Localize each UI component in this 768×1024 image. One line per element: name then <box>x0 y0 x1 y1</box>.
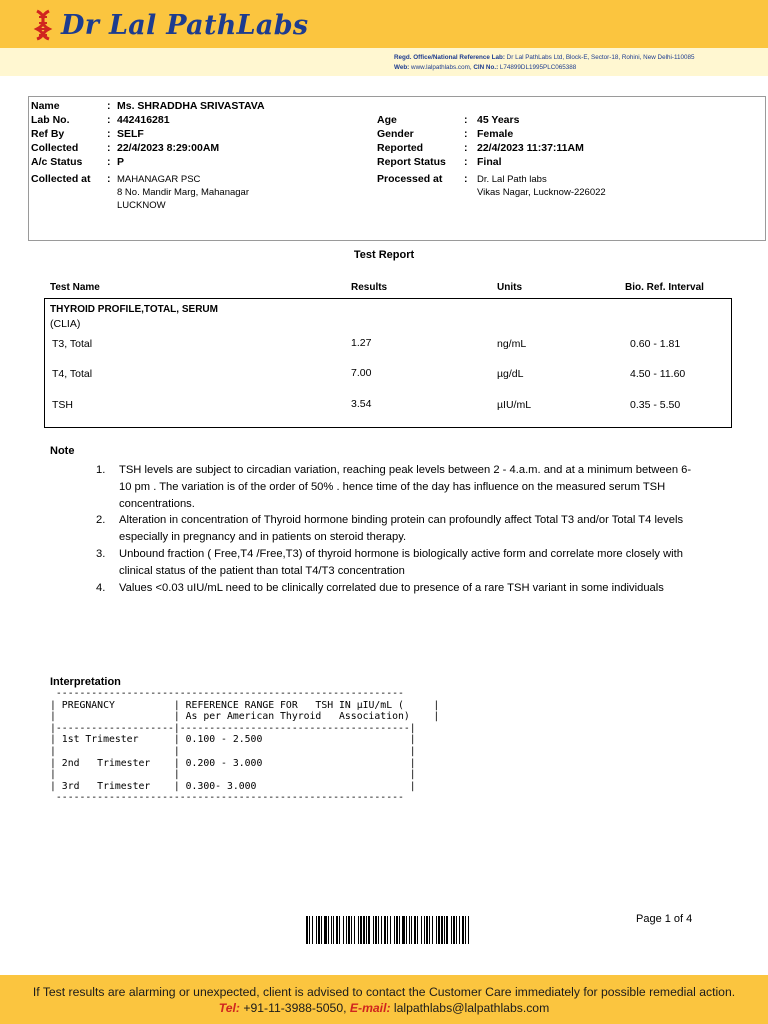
report-status-label: Report Status <box>377 156 446 168</box>
processed-at-line1: Dr. Lal Path labs <box>477 174 547 185</box>
tel-label: Tel: <box>218 1001 240 1015</box>
table-row-ref: 4.50 - 11.60 <box>630 368 686 380</box>
brand-logo <box>33 8 308 42</box>
note-number: 2. <box>96 514 106 527</box>
list-item <box>96 546 696 580</box>
ac-status-value: P <box>117 156 125 168</box>
reported-label: Reported <box>377 142 424 154</box>
footer-disclaimer: If Test results are alarming or unexpected, client is advised to contact the Customer Care immediately for possible remedial action. <box>32 985 736 999</box>
table-row-test: TSH <box>52 399 73 411</box>
lab-no-label: Lab No. <box>31 114 70 126</box>
processed-at-label: Processed at <box>377 173 443 185</box>
lab-no-value: 442416281 <box>117 114 170 126</box>
patient-name: Ms. SHRADDHA SRIVASTAVA <box>117 100 265 112</box>
colon: : <box>107 142 111 154</box>
note-heading: Note <box>50 445 75 457</box>
col-test-name: Test Name <box>50 282 100 293</box>
note-text: Alteration in concentration of Thyroid hormone binding protein can profoundly affect Total T3 and/or Total T4 levels especially in pregnancy and in patients on steroid therapy. <box>119 514 684 544</box>
table-row-test: T4, Total <box>52 368 93 380</box>
test-results-box <box>44 298 732 428</box>
note-number: 3. <box>96 547 106 560</box>
note-number: 4. <box>96 581 106 594</box>
collected-at-label: Collected at <box>31 173 91 185</box>
colon: : <box>107 128 111 140</box>
age-value: 45 Years <box>477 114 520 126</box>
collected-label: Collected <box>31 142 79 154</box>
email-value: lalpathlabs@lalpathlabs.com <box>390 1001 550 1015</box>
web-label: Web: <box>394 64 410 71</box>
table-row-result: 3.54 <box>351 398 372 410</box>
regd-value: Dr Lal PathLabs Ltd, Block-E, Sector-18, Rohini, New Delhi-110085 <box>506 54 695 61</box>
page-number: Page 1 of 4 <box>636 913 693 925</box>
interpretation-table: ----------------------------------------------------------- | PREGNANCY | REFERENCE RANGE FOR TSH IN µIU/mL ( | | | As per American Thyroid Association) | |--------------------|---------------------------------------| | 1st Trimester | 0.100 - 2.500 | | | | | 2nd Trimester | 0.200 - 3.000 | | | | | 3rd Trimester | 0.300- 3.000 | ----------------------------------------------------------- <box>50 688 440 804</box>
colon: : <box>107 156 111 168</box>
note-text: Unbound fraction ( Free,T4 /Free,T3) of thyroid hormone is biologically active form and correlate more closely with clinical status of the patient than total T4/T3 concentration <box>119 547 683 577</box>
tel-value: +91-11-3988-5050, <box>239 1001 350 1015</box>
colon: : <box>107 114 111 126</box>
collected-value: 22/4/2023 8:29:00AM <box>117 142 220 154</box>
regd-label: Regd. Office/National Reference Lab: <box>394 54 505 61</box>
list-item <box>96 580 696 597</box>
profile-name: THYROID PROFILE,TOTAL, SERUM <box>50 304 218 315</box>
name-label: Name <box>31 100 60 112</box>
colon: : <box>464 142 468 154</box>
ref-by-value: SELF <box>117 128 144 140</box>
col-results: Results <box>351 282 388 293</box>
web-value: www.lalpathlabs.com, <box>411 64 472 71</box>
table-row-unit: ng/mL <box>497 338 527 350</box>
colon: : <box>464 156 468 168</box>
colon: : <box>464 114 468 126</box>
table-row-unit: µg/dL <box>497 368 524 380</box>
dna-logo-icon <box>33 9 53 41</box>
list-item <box>96 462 696 512</box>
processed-at-line2: Vikas Nagar, Lucknow-226022 <box>477 187 606 198</box>
colon: : <box>107 173 111 185</box>
header-bar <box>0 0 768 48</box>
ref-by-label: Ref By <box>31 128 65 140</box>
profile-method: (CLIA) <box>50 318 81 330</box>
report-title: Test Report <box>353 249 415 261</box>
barcode-icon <box>306 916 469 944</box>
gender-value: Female <box>477 128 514 140</box>
office-address <box>394 53 695 73</box>
table-row-test: T3, Total <box>52 338 93 350</box>
cin-value: L74899DL1995PLC065388 <box>499 64 577 71</box>
collected-at-line1: MAHANAGAR PSC <box>117 174 201 185</box>
colon: : <box>464 128 468 140</box>
cin-label: CIN No.: <box>473 64 499 71</box>
interpretation-heading: Interpretation <box>50 676 121 688</box>
note-text: TSH levels are subject to circadian variation, reaching peak levels between 2 - 4.a.m. and at a minimum between 6-10 pm . The variation is of the order of 50% . hence time of the day has influence on the measured serum TSH concentrations. <box>119 464 692 510</box>
table-row-result: 7.00 <box>351 367 372 379</box>
age-label: Age <box>377 114 397 126</box>
colon: : <box>464 173 468 185</box>
colon: : <box>107 100 111 112</box>
table-row-ref: 0.60 - 1.81 <box>630 338 681 350</box>
collected-at-line2: 8 No. Mandir Marg, Mahanagar <box>117 187 250 198</box>
footer-bar <box>0 975 768 1024</box>
col-ref-interval: Bio. Ref. Interval <box>625 282 704 293</box>
table-row-unit: µIU/mL <box>497 399 532 411</box>
footer-contact <box>0 1001 768 1015</box>
table-row-result: 1.27 <box>351 337 372 349</box>
col-units: Units <box>497 282 522 293</box>
report-status-value: Final <box>477 156 502 168</box>
gender-label: Gender <box>377 128 414 140</box>
brand-name: Dr Lal PathLabs <box>61 9 309 41</box>
list-item <box>96 512 696 546</box>
ac-status-label: A/c Status <box>31 156 83 168</box>
note-number: 1. <box>96 464 106 476</box>
collected-at-line3: LUCKNOW <box>117 200 166 211</box>
note-text: Values <0.03 uIU/mL need to be clinically correlated due to presence of a rare TSH variant in some individuals <box>119 581 664 594</box>
email-label: E-mail: <box>349 1001 391 1015</box>
reported-value: 22/4/2023 11:37:11AM <box>477 142 584 154</box>
notes-list <box>96 462 696 596</box>
table-row-ref: 0.35 - 5.50 <box>630 399 681 411</box>
